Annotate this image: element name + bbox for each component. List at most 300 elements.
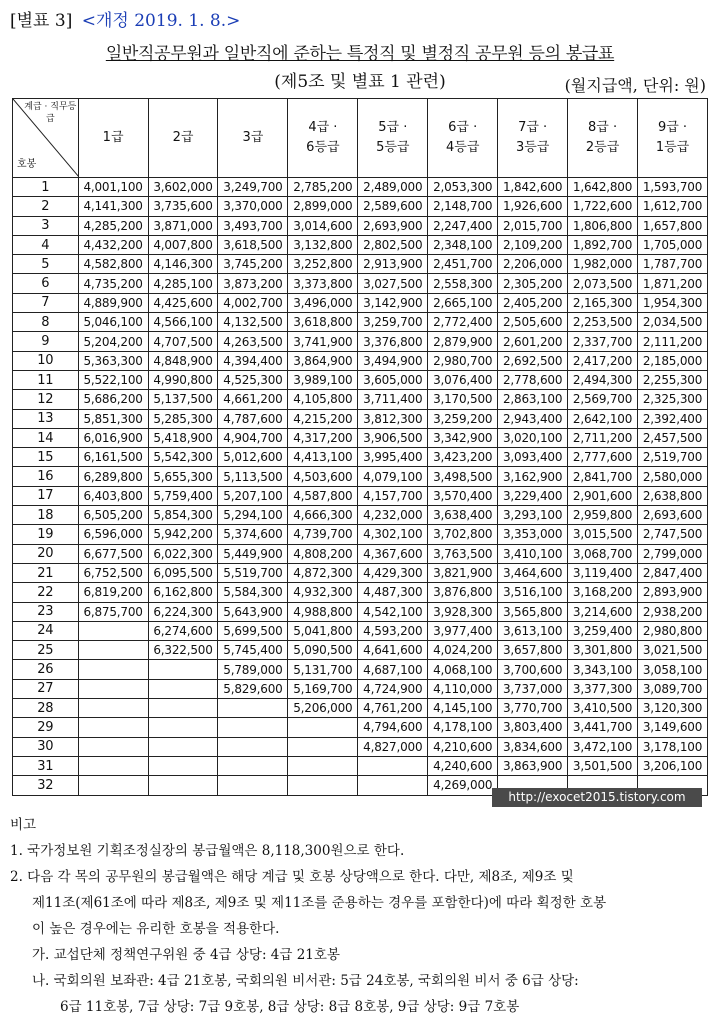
salary-cell: 1,787,700 [638,255,708,274]
salary-cell: 2,711,200 [568,428,638,447]
column-header [358,99,428,178]
salary-cell: 5,363,300 [78,351,148,370]
salary-cell: 4,068,100 [428,660,498,679]
step-cell: 1 [13,178,79,197]
salary-cell: 4,146,300 [148,255,218,274]
step-cell: 16 [13,467,79,486]
salary-cell [288,737,358,756]
salary-cell: 5,745,400 [218,641,288,660]
salary-cell: 4,487,300 [358,583,428,602]
salary-cell: 3,735,600 [148,197,218,216]
salary-cell: 1,593,700 [638,178,708,197]
table-row [13,602,708,621]
salary-cell: 3,494,900 [358,351,428,370]
salary-cell: 2,778,600 [498,370,568,389]
salary-cell: 3,119,400 [568,563,638,582]
salary-cell: 5,699,500 [218,621,288,640]
salary-cell: 2,337,700 [568,332,638,351]
salary-cell: 4,988,800 [288,602,358,621]
column-header-rank: 4급 · [308,120,338,135]
table-row [13,255,708,274]
salary-cell [78,718,148,737]
salary-cell: 3,162,900 [498,467,568,486]
table-row [13,718,708,737]
salary-cell: 4,904,700 [218,428,288,447]
salary-cell: 1,871,200 [638,274,708,293]
unit-note: (월지급액, 단위: 원) [564,76,706,95]
column-header [638,99,708,178]
salary-cell: 5,655,300 [148,467,218,486]
salary-cell: 3,711,400 [358,390,428,409]
salary-cell: 3,301,800 [568,641,638,660]
salary-cell: 2,348,100 [428,235,498,254]
table-row [13,313,708,332]
salary-cell: 2,247,400 [428,216,498,235]
salary-cell [78,756,148,775]
salary-cell: 4,079,100 [358,467,428,486]
salary-cell: 2,665,100 [428,293,498,312]
step-cell: 21 [13,563,79,582]
salary-cell: 2,693,900 [358,216,428,235]
table-row [13,621,708,640]
table-row [13,197,708,216]
salary-cell: 6,819,200 [78,583,148,602]
salary-cell: 3,142,900 [358,293,428,312]
column-header-grade: 1등급 [655,140,690,155]
salary-cell: 4,232,000 [358,506,428,525]
table-row [13,679,708,698]
table-row [13,737,708,756]
salary-cell: 1,705,000 [638,235,708,254]
salary-cell: 2,799,000 [638,544,708,563]
salary-cell: 3,613,100 [498,621,568,640]
salary-cell: 5,090,500 [288,641,358,660]
salary-cell: 3,834,600 [498,737,568,756]
step-cell: 25 [13,641,79,660]
salary-cell: 2,879,900 [428,332,498,351]
step-cell: 15 [13,448,79,467]
salary-cell [148,718,218,737]
table-row [13,448,708,467]
column-header [498,99,568,178]
salary-cell: 2,693,600 [638,506,708,525]
column-header-grade: 2등급 [585,140,620,155]
salary-cell: 6,274,600 [148,621,218,640]
salary-table [12,98,708,796]
salary-cell: 6,875,700 [78,602,148,621]
salary-cell: 6,752,500 [78,563,148,582]
salary-cell: 4,285,100 [148,274,218,293]
salary-cell [358,756,428,775]
amendment-date: <개정 2019. 1. 8.> [81,11,241,31]
salary-cell: 5,942,200 [148,525,218,544]
salary-cell: 4,141,300 [78,197,148,216]
step-cell: 27 [13,679,79,698]
salary-cell: 2,053,300 [428,178,498,197]
salary-cell: 1,806,800 [568,216,638,235]
salary-cell [78,660,148,679]
salary-cell: 3,214,600 [568,602,638,621]
salary-cell: 5,851,300 [78,409,148,428]
salary-cell: 3,602,000 [148,178,218,197]
salary-cell: 3,259,700 [358,313,428,332]
salary-cell: 1,612,700 [638,197,708,216]
step-cell: 19 [13,525,79,544]
column-header-rank: 5급 · [378,120,408,135]
salary-cell: 2,109,200 [498,235,568,254]
salary-cell: 5,829,600 [218,679,288,698]
salary-cell: 3,015,500 [568,525,638,544]
salary-cell: 2,015,700 [498,216,568,235]
table-row [13,525,708,544]
salary-cell: 4,240,600 [428,756,498,775]
salary-cell: 2,943,400 [498,409,568,428]
salary-cell: 4,582,800 [78,255,148,274]
salary-cell: 3,989,100 [288,370,358,389]
salary-cell: 6,322,500 [148,641,218,660]
salary-cell [148,660,218,679]
salary-cell: 5,789,000 [218,660,288,679]
salary-cell: 2,558,300 [428,274,498,293]
salary-cell: 3,014,600 [288,216,358,235]
table-row [13,370,708,389]
column-header-grade: 3등급 [515,140,550,155]
salary-cell: 3,343,100 [568,660,638,679]
salary-cell: 4,542,100 [358,602,428,621]
salary-cell: 3,252,800 [288,255,358,274]
salary-cell: 3,149,600 [638,718,708,737]
salary-cell: 2,802,500 [358,235,428,254]
step-cell: 18 [13,506,79,525]
salary-cell: 2,772,400 [428,313,498,332]
salary-cell: 3,168,200 [568,583,638,602]
table-row [13,641,708,660]
step-cell: 31 [13,756,79,775]
salary-cell: 2,392,400 [638,409,708,428]
salary-cell: 4,132,500 [218,313,288,332]
salary-cell [148,737,218,756]
salary-cell: 3,259,200 [428,409,498,428]
salary-cell: 3,373,800 [288,274,358,293]
table-row [13,506,708,525]
table-row [13,563,708,582]
note-2-line-1: 2. 다음 각 목의 공무원의 봉급월액은 해당 계급 및 호봉 상당액으로 한다. 다만, 제8조, 제9조 및 [10,869,574,885]
salary-cell: 3,410,500 [568,699,638,718]
step-cell: 32 [13,776,79,795]
salary-cell: 2,980,700 [428,351,498,370]
salary-cell: 4,024,200 [428,641,498,660]
notes-section [10,812,710,1020]
salary-cell: 4,808,200 [288,544,358,563]
column-header [428,99,498,178]
salary-cell: 3,170,500 [428,390,498,409]
salary-cell: 3,464,600 [498,563,568,582]
salary-cell [288,776,358,795]
salary-cell: 2,777,600 [568,448,638,467]
table-row [13,351,708,370]
salary-cell: 3,995,400 [358,448,428,467]
step-cell: 13 [13,409,79,428]
salary-cell: 3,864,900 [288,351,358,370]
salary-cell: 3,441,700 [568,718,638,737]
salary-cell: 2,494,300 [568,370,638,389]
step-cell: 8 [13,313,79,332]
step-cell: 23 [13,602,79,621]
step-cell: 9 [13,332,79,351]
salary-cell: 4,666,300 [288,506,358,525]
salary-cell: 3,618,800 [288,313,358,332]
step-cell: 26 [13,660,79,679]
salary-cell: 3,249,700 [218,178,288,197]
salary-cell: 5,584,300 [218,583,288,602]
salary-cell: 2,253,500 [568,313,638,332]
header-row [13,99,708,178]
salary-cell: 5,285,300 [148,409,218,428]
salary-cell: 2,601,200 [498,332,568,351]
salary-cell: 5,542,300 [148,448,218,467]
column-header-grade: 6등급 [306,140,340,155]
column-header [288,99,358,178]
salary-cell: 5,294,100 [218,506,288,525]
salary-cell: 6,162,800 [148,583,218,602]
salary-cell: 3,516,100 [498,583,568,602]
salary-cell: 3,763,500 [428,544,498,563]
salary-cell: 5,041,800 [288,621,358,640]
step-cell: 20 [13,544,79,563]
salary-cell: 2,255,300 [638,370,708,389]
salary-cell [218,737,288,756]
salary-cell: 4,735,200 [78,274,148,293]
column-header [568,99,638,178]
salary-cell: 4,687,100 [358,660,428,679]
salary-cell: 3,745,200 [218,255,288,274]
salary-cell: 6,505,200 [78,506,148,525]
salary-cell: 6,022,300 [148,544,218,563]
salary-cell: 2,847,400 [638,563,708,582]
salary-cell: 5,759,400 [148,486,218,505]
salary-cell: 6,095,500 [148,563,218,582]
salary-cell: 3,229,400 [498,486,568,505]
salary-cell: 4,593,200 [358,621,428,640]
salary-cell: 3,700,600 [498,660,568,679]
salary-cell: 4,285,200 [78,216,148,235]
annex-label: [별표 3] [10,11,73,31]
salary-cell: 4,425,600 [148,293,218,312]
salary-cell: 5,207,100 [218,486,288,505]
table-row [13,409,708,428]
salary-cell: 4,848,900 [148,351,218,370]
step-header-label: 호봉 [17,159,37,170]
salary-cell [218,699,288,718]
salary-cell: 2,692,500 [498,351,568,370]
salary-cell: 3,928,300 [428,602,498,621]
salary-cell: 2,111,200 [638,332,708,351]
salary-cell: 5,012,600 [218,448,288,467]
salary-cell: 3,570,400 [428,486,498,505]
salary-cell: 3,741,900 [288,332,358,351]
salary-cell: 4,178,100 [428,718,498,737]
column-header: 1급 [78,99,148,178]
salary-cell: 4,413,100 [288,448,358,467]
header-tag-line [10,6,240,31]
salary-cell: 5,374,600 [218,525,288,544]
notes-label: 비고 [10,817,37,833]
salary-cell: 1,954,300 [638,293,708,312]
step-cell: 10 [13,351,79,370]
salary-cell: 3,076,400 [428,370,498,389]
salary-cell: 5,131,700 [288,660,358,679]
document-subtitle: (제5조 및 별표 1 관련) [274,72,446,92]
salary-cell: 3,605,000 [358,370,428,389]
salary-cell: 3,120,300 [638,699,708,718]
salary-cell: 4,739,700 [288,525,358,544]
salary-cell: 6,016,900 [78,428,148,447]
note-2-item-ga: 가. 교섭단체 정책연구위원 중 4급 상당: 4급 21호봉 [32,947,340,963]
salary-cell [218,718,288,737]
salary-cell: 3,863,900 [498,756,568,775]
salary-cell: 2,206,000 [498,255,568,274]
table-row [13,216,708,235]
watermark-url: http://exocet2015.tistory.com [492,788,702,807]
salary-cell: 5,643,900 [218,602,288,621]
step-cell: 4 [13,235,79,254]
salary-cell [358,776,428,795]
salary-cell: 4,990,800 [148,370,218,389]
salary-cell: 3,501,500 [568,756,638,775]
salary-cell: 3,058,100 [638,660,708,679]
salary-cell: 3,565,800 [498,602,568,621]
salary-cell [148,699,218,718]
salary-cell: 2,959,800 [568,506,638,525]
salary-cell: 3,353,000 [498,525,568,544]
salary-cell: 4,724,900 [358,679,428,698]
salary-cell: 2,747,500 [638,525,708,544]
salary-cell: 4,932,300 [288,583,358,602]
step-cell: 3 [13,216,79,235]
salary-cell: 1,657,800 [638,216,708,235]
salary-cell: 3,876,800 [428,583,498,602]
salary-cell: 1,722,600 [568,197,638,216]
salary-cell: 4,787,600 [218,409,288,428]
salary-cell: 2,589,600 [358,197,428,216]
step-cell: 22 [13,583,79,602]
salary-cell: 3,977,400 [428,621,498,640]
salary-cell: 5,522,100 [78,370,148,389]
salary-cell: 6,677,500 [78,544,148,563]
salary-cell: 1,642,800 [568,178,638,197]
salary-cell: 2,305,200 [498,274,568,293]
salary-cell: 4,105,800 [288,390,358,409]
salary-cell: 3,906,500 [358,428,428,447]
salary-cell [78,737,148,756]
salary-cell: 5,686,200 [78,390,148,409]
salary-cell: 5,206,000 [288,699,358,718]
salary-cell: 1,842,600 [498,178,568,197]
table-row [13,660,708,679]
salary-cell: 6,596,000 [78,525,148,544]
salary-cell: 2,785,200 [288,178,358,197]
step-cell: 29 [13,718,79,737]
salary-cell: 4,302,100 [358,525,428,544]
salary-cell [78,699,148,718]
salary-cell: 4,761,200 [358,699,428,718]
column-header: 3급 [218,99,288,178]
salary-cell: 3,498,500 [428,467,498,486]
table-row [13,699,708,718]
salary-cell: 3,377,300 [568,679,638,698]
column-header-rank: 7급 · [518,120,548,135]
salary-cell: 4,429,300 [358,563,428,582]
salary-cell: 5,418,900 [148,428,218,447]
column-header-rank: 6급 · [448,120,478,135]
salary-cell: 3,089,700 [638,679,708,698]
salary-cell: 4,707,500 [148,332,218,351]
salary-cell [148,776,218,795]
salary-cell: 4,394,400 [218,351,288,370]
salary-cell: 5,169,700 [288,679,358,698]
salary-cell [218,776,288,795]
salary-cell [78,641,148,660]
note-1: 1. 국가정보원 기획조정실장의 봉급월액은 8,118,300원으로 한다. [10,843,405,859]
salary-cell: 3,021,500 [638,641,708,660]
salary-cell: 3,873,200 [218,274,288,293]
salary-cell [288,756,358,775]
salary-cell: 2,165,300 [568,293,638,312]
step-cell: 28 [13,699,79,718]
step-cell: 2 [13,197,79,216]
salary-cell: 5,046,100 [78,313,148,332]
salary-cell: 3,472,100 [568,737,638,756]
step-cell: 30 [13,737,79,756]
salary-cell: 2,899,000 [288,197,358,216]
salary-cell: 3,618,500 [218,235,288,254]
salary-cell: 2,505,600 [498,313,568,332]
salary-cell: 4,872,300 [288,563,358,582]
salary-cell: 4,145,100 [428,699,498,718]
salary-cell: 3,370,000 [218,197,288,216]
salary-cell: 2,642,100 [568,409,638,428]
step-cell: 24 [13,621,79,640]
salary-cell: 2,938,200 [638,602,708,621]
table-row [13,467,708,486]
salary-cell: 5,204,200 [78,332,148,351]
table-row [13,293,708,312]
salary-cell: 5,854,300 [148,506,218,525]
salary-cell: 3,737,000 [498,679,568,698]
salary-cell [148,679,218,698]
corner-header-cell [13,99,79,178]
salary-cell: 3,638,400 [428,506,498,525]
salary-cell: 4,794,600 [358,718,428,737]
salary-cell: 2,863,100 [498,390,568,409]
salary-cell: 3,342,900 [428,428,498,447]
salary-cell: 3,027,500 [358,274,428,293]
salary-cell: 3,020,100 [498,428,568,447]
salary-cell [218,756,288,775]
salary-cell: 4,503,600 [288,467,358,486]
salary-cell: 2,148,700 [428,197,498,216]
table-row [13,274,708,293]
salary-cell: 2,185,000 [638,351,708,370]
salary-cell: 3,871,000 [148,216,218,235]
salary-cell: 4,367,600 [358,544,428,563]
column-header-rank: 8급 · [588,120,618,135]
salary-cell: 2,841,700 [568,467,638,486]
salary-cell: 4,587,800 [288,486,358,505]
salary-cell: 2,073,500 [568,274,638,293]
document-title: 일반직공무원과 일반직에 준하는 특정직 및 별정직 공무원 등의 봉급표 [105,44,615,64]
salary-cell: 2,580,000 [638,467,708,486]
